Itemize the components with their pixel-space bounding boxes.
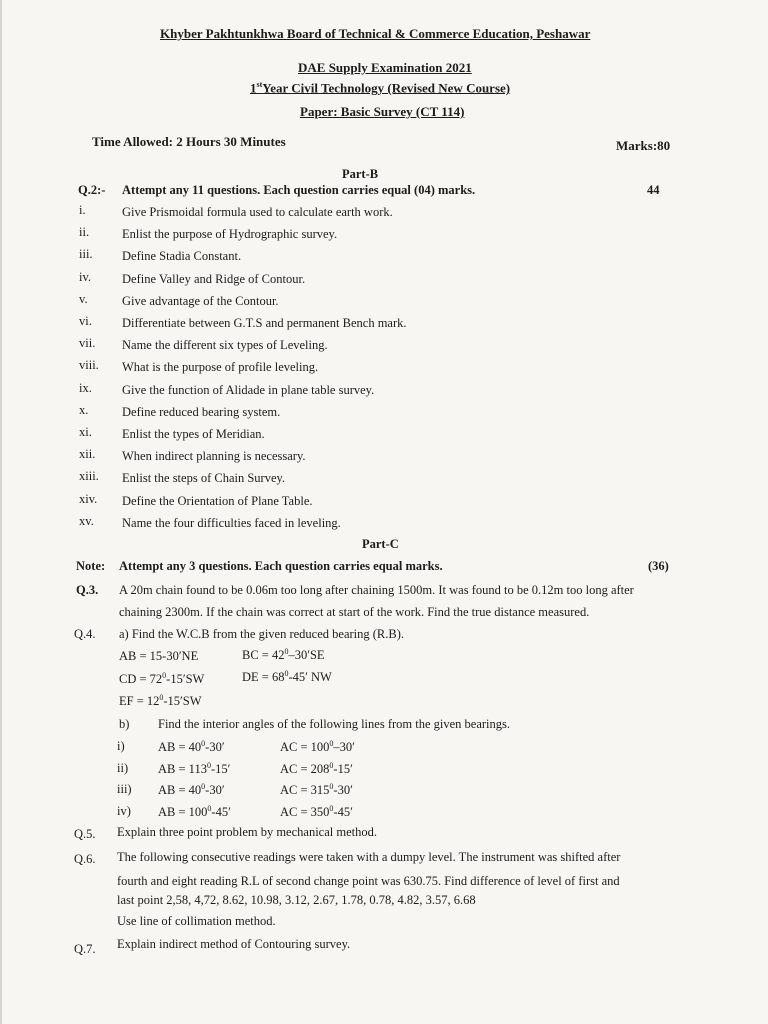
question-text: Differentiate between G.T.S and permanent Bench mark.: [122, 316, 407, 330]
question-number: xi.: [79, 425, 92, 439]
part-c-title: Part-C: [362, 537, 399, 551]
part-c-marks: (36): [648, 559, 669, 573]
question-number: i.: [79, 203, 86, 217]
q2-instruction: Attempt any 11 questions. Each question carries equal (04) marks.: [122, 183, 476, 197]
question-text: Give the function of Alidade in plane table survey.: [122, 383, 375, 397]
q4-part-a: a) Find the W.C.B from the given reduced bearing (R.B).: [119, 627, 405, 641]
note-text: Attempt any 3 questions. Each question carries equal marks.: [119, 559, 443, 573]
bearing-de: DE = $68^0-45'$ NW: [242, 669, 332, 685]
question-text: Give advantage of the Contour.: [122, 294, 279, 308]
question-text: Define reduced bearing system.: [122, 405, 281, 419]
bearing-ab: AB = $100^0-45'$: [158, 804, 231, 820]
time-allowed: Time Allowed: 2 Hours 30 Minutes: [92, 134, 286, 149]
q2-marks: 44: [647, 183, 660, 197]
question-number: x.: [79, 403, 89, 417]
total-marks: Marks:80: [616, 138, 671, 153]
question-text: Define Valley and Ridge of Contour.: [122, 272, 306, 286]
q5-text: Explain three point problem by mechanical method.: [117, 825, 377, 839]
row-number: ii): [117, 761, 129, 775]
question-text: Name the four difficulties faced in leveling.: [122, 516, 341, 530]
q6-line2: fourth and eight reading R.L of second change point was 630.75. Find difference of level of first and: [117, 874, 620, 888]
question-number: iv.: [79, 270, 92, 284]
question-number: viii.: [79, 358, 99, 372]
question-number: xiii.: [79, 469, 99, 483]
question-text: When indirect planning is necessary.: [122, 449, 306, 463]
question-number: vii.: [79, 336, 96, 350]
bearing-ab: AB = 15-30′NE: [119, 649, 199, 663]
question-number: xv.: [79, 514, 94, 528]
bearing-cd: CD = $72^0-15'SW$: [119, 671, 205, 687]
bearing-ef: EF = $12^0-15'SW$: [119, 693, 202, 709]
q6-number: Q.6.: [74, 852, 96, 866]
q6-line4: Use line of collimation method.: [117, 914, 276, 928]
bearing-ac: AC = $315^0-30'$: [280, 782, 353, 798]
row-number: iii): [117, 782, 132, 796]
question-text: Enlist the types of Meridian.: [122, 427, 265, 441]
exam-title: DAE Supply Examination 2021: [298, 60, 472, 75]
q4-number: Q.4.: [74, 627, 96, 641]
part-b-title: Part-B: [342, 167, 379, 181]
bearing-ab: AB = $40^0-30'$: [158, 782, 225, 798]
question-number: iii.: [79, 247, 93, 261]
q3-line2: chaining 2300m. If the chain was correct at start of the work. Find the true distance measured.: [119, 605, 590, 619]
q5-number: Q.5.: [74, 827, 96, 841]
paper-title: Paper: Basic Survey (CT 114): [300, 104, 465, 119]
row-number: i): [117, 739, 125, 753]
q7-number: Q.7.: [74, 942, 96, 956]
bearing-ac: AC = $100^0-30'$: [280, 739, 355, 755]
question-number: v.: [79, 292, 88, 306]
bearing-ac: AC = $350^0-45'$: [280, 804, 353, 820]
question-number: ii.: [79, 225, 90, 239]
q7-text: Explain indirect method of Contouring survey.: [117, 937, 351, 951]
bearing-ab: AB = $40^0-30'$: [158, 739, 225, 755]
question-number: ix.: [79, 381, 92, 395]
q4-part-b-text: Find the interior angles of the following lines from the given bearings.: [158, 717, 511, 731]
scan-edge: [0, 0, 2, 1024]
question-text: Define the Orientation of Plane Table.: [122, 494, 313, 508]
q3-number: Q.3.: [76, 583, 99, 597]
question-text: Name the different six types of Leveling.: [122, 338, 328, 352]
question-text: What is the purpose of profile leveling.: [122, 360, 319, 374]
question-text: Enlist the steps of Chain Survey.: [122, 471, 286, 485]
q4-part-b-label: b): [119, 717, 130, 731]
q6-line1: The following consecutive readings were taken with a dumpy level. The instrument was shifted after: [117, 850, 621, 864]
q2-number: Q.2:-: [78, 183, 106, 197]
question-text: Give Prismoidal formula used to calculate earth work.: [122, 205, 393, 219]
question-number: xiv.: [79, 492, 98, 506]
question-text: Enlist the purpose of Hydrographic survey.: [122, 227, 338, 241]
question-number: xii.: [79, 447, 96, 461]
course-title: 1stYear Civil Technology (Revised New Course): [250, 80, 511, 96]
q3-line1: A 20m chain found to be 0.06m too long after chaining 1500m. It was found to be 0.12m too long after: [119, 583, 634, 597]
board-title: Khyber Pakhtunkhwa Board of Technical & Commerce Education, Peshawar: [160, 26, 591, 41]
question-text: Define Stadia Constant.: [122, 249, 242, 263]
bearing-ac: AC = $208^0-15'$: [280, 761, 353, 777]
question-number: vi.: [79, 314, 92, 328]
bearing-bc: BC = $42^0-30'SE$: [242, 647, 325, 663]
row-number: iv): [117, 804, 131, 818]
bearing-ab: AB = $113^0-15'$: [158, 761, 231, 777]
q6-line3: last point 2,58, 4,72, 8.62, 10.98, 3.12, 2.67, 1.78, 0.78, 4.82, 3.57, 6.68: [117, 893, 476, 907]
note-label: Note:: [76, 559, 106, 573]
